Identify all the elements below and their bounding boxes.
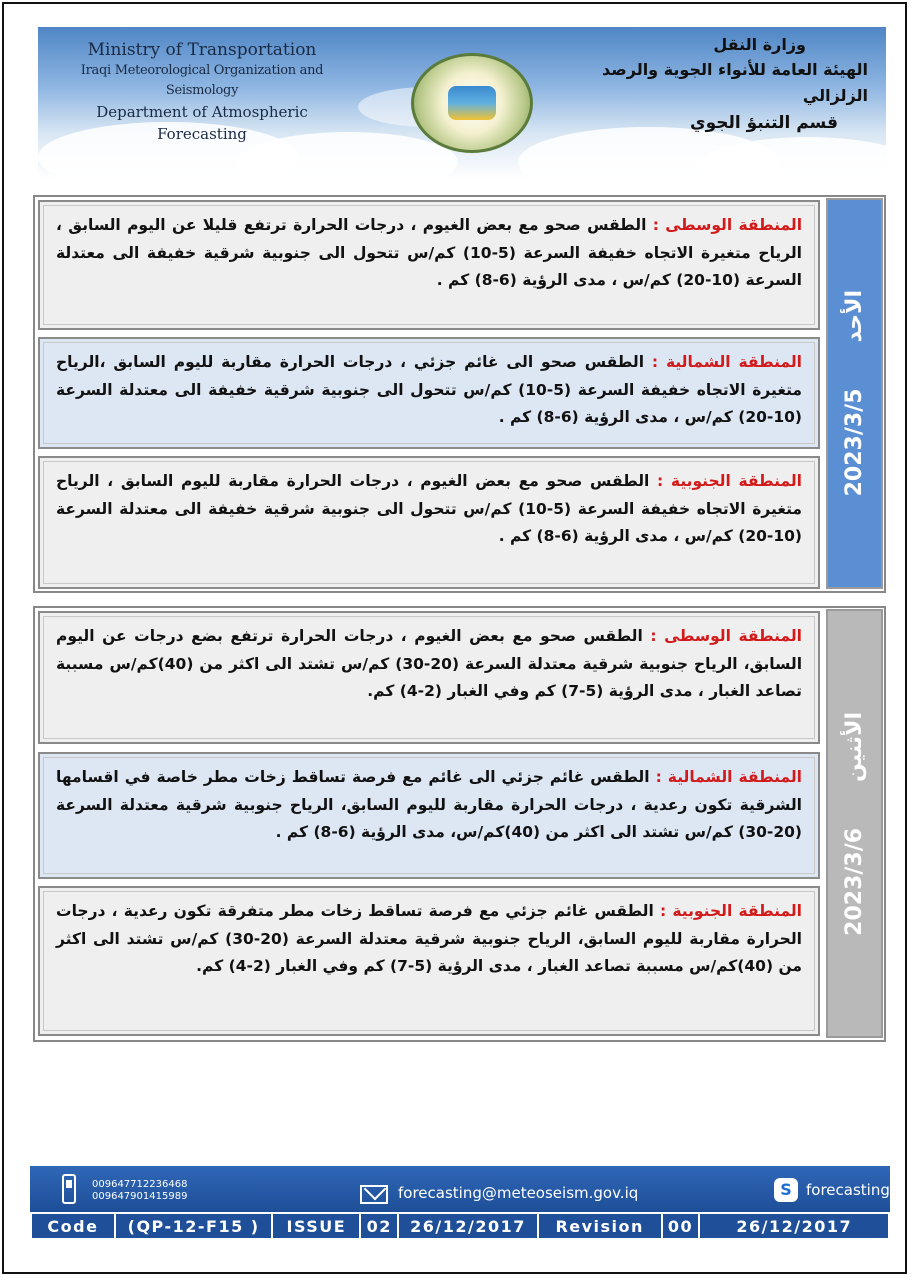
ministry-name-en: Ministry of Transportation xyxy=(87,40,317,60)
header-banner xyxy=(38,27,886,179)
footer-contact-bar xyxy=(30,1166,890,1212)
phone-numbers xyxy=(92,1179,187,1203)
revision-label: Revision xyxy=(538,1213,662,1239)
forecast-south-day2 xyxy=(38,886,820,1036)
issue-label: ISSUE xyxy=(272,1213,360,1239)
forecast-south-day1 xyxy=(38,456,820,589)
emblem-icon xyxy=(411,53,533,153)
organization-name-en: Iraqi Meteorological Organization and Seismology xyxy=(80,63,324,98)
forecast-central-day1 xyxy=(38,200,820,330)
footer-document-info xyxy=(30,1212,890,1240)
skype-handle[interactable]: forecasting xyxy=(806,1181,890,1199)
region-label: المنطقة الشمالية : xyxy=(651,353,802,371)
code-value: (QP-12-F15 ) xyxy=(115,1213,273,1239)
forecast-text: الطقس غائم جزئي الى غائم مع فرصة تساقط زخات مطر خاصة في اقسامها الشرقية تكون رعدية ، درجات الحرارة مقاربة لليوم السابق، الرياح جنوبية شرقية معتدلة السرعة (20-30) كم/س تشتد الى اكثر من (40)كم/س، مدى الرؤية (6-8) كم . xyxy=(56,768,802,841)
email-link[interactable]: forecasting@meteoseism.gov.iq xyxy=(398,1184,639,1202)
header-arabic xyxy=(588,33,868,137)
revision-date: 26/12/2017 xyxy=(699,1213,889,1239)
revision-value: 00 xyxy=(662,1213,700,1239)
region-label: المنطقة الجنوبية : xyxy=(659,902,802,920)
forecast-text: الطقس صحو الى غائم جزئي ، درجات الحرارة مقاربة لليوم السابق ،الرياح متغيرة الاتجاه خفيفة السرعة (5-10) كم/س تتحول الى جنوبية شرقية خفيفة الى معتدلة السرعة (10-20) كم/س ، مدى الرؤية (6-8) كم . xyxy=(56,353,802,426)
forecast-text: الطقس صحو مع بعض الغيوم ، درجات الحرارة ترتفع قليلا عن اليوم السابق ، الرياح متغيرة الاتجاه خفيفة السرعة (5-10) كم/س تتحول الى جنوبية شرقية خفيفة الى معتدلة السرعة (10-20) كم/س ، مدى الرؤية (6-8) كم . xyxy=(56,216,802,289)
region-label: المنطقة الشمالية : xyxy=(655,768,802,786)
phone-number-1[interactable]: 009647712236468 xyxy=(92,1179,188,1190)
phone-icon xyxy=(62,1174,76,1204)
region-label: المنطقة الوسطى : xyxy=(650,627,802,645)
forecast-north-day2 xyxy=(38,752,820,879)
issue-value: 02 xyxy=(360,1213,398,1239)
region-label: المنطقة الجنوبية : xyxy=(657,472,802,490)
mail-icon xyxy=(360,1185,388,1204)
skype-icon: S xyxy=(774,1178,798,1202)
date-label: 2023/3/5 الأحد xyxy=(842,290,867,497)
forecast-text: الطقس صحو مع بعض الغيوم ، درجات الحرارة ترتفع بضع درجات عن اليوم السابق، الرياح جنوبية شرقية معتدلة السرعة (20-30) كم/س تشتد الى اكثر من (40)كم/س مسببة تصاعد الغبار ، مدى الرؤية (5-7) كم وفي الغبار (2-4) كم. xyxy=(56,627,803,700)
code-label: Code xyxy=(31,1213,115,1239)
organization-name-ar: الهيئة العامة للأنواء الجوية والرصد الزلزالي xyxy=(602,60,868,105)
department-name-en: Department of Atmospheric Forecasting xyxy=(96,103,308,143)
forecast-central-day2 xyxy=(38,611,820,744)
department-name-ar: قسم التنبؤ الجوي xyxy=(690,113,838,133)
date-bar-day1 xyxy=(826,198,883,589)
phone-number-2[interactable]: 009647901415989 xyxy=(92,1191,188,1202)
date-bar-day2 xyxy=(826,609,883,1038)
forecast-text: الطقس صحو مع بعض الغيوم ، درجات الحرارة مقاربة لليوم السابق ، الرياح متغيرة الاتجاه خفيفة السرعة (5-10) كم/س تتحول الى جنوبية شرقية خفيفة الى معتدلة السرعة (10-20) كم/س ، مدى الرؤية (6-8) كم . xyxy=(56,472,802,545)
forecast-text: الطقس غائم جزئي مع فرصة تساقط زخات مطر متفرقة تكون رعدية ، درجات الحرارة مقاربة لليوم السابق، الرياح جنوبية شرقية معتدلة السرعة (20-30) كم/س تشتد الى اكثر من (40)كم/س مسببة تصاعد الغبار ، مدى الرؤية (5-7) كم وفي الغبار (2-4) كم. xyxy=(56,902,802,975)
date-label: 2023/3/6 الأثنين xyxy=(842,711,867,936)
header-english xyxy=(52,39,352,145)
issue-date: 26/12/2017 xyxy=(398,1213,538,1239)
ministry-name-ar: وزارة النقل xyxy=(713,35,806,54)
forecast-north-day1 xyxy=(38,337,820,449)
region-label: المنطقة الوسطى : xyxy=(652,216,803,234)
